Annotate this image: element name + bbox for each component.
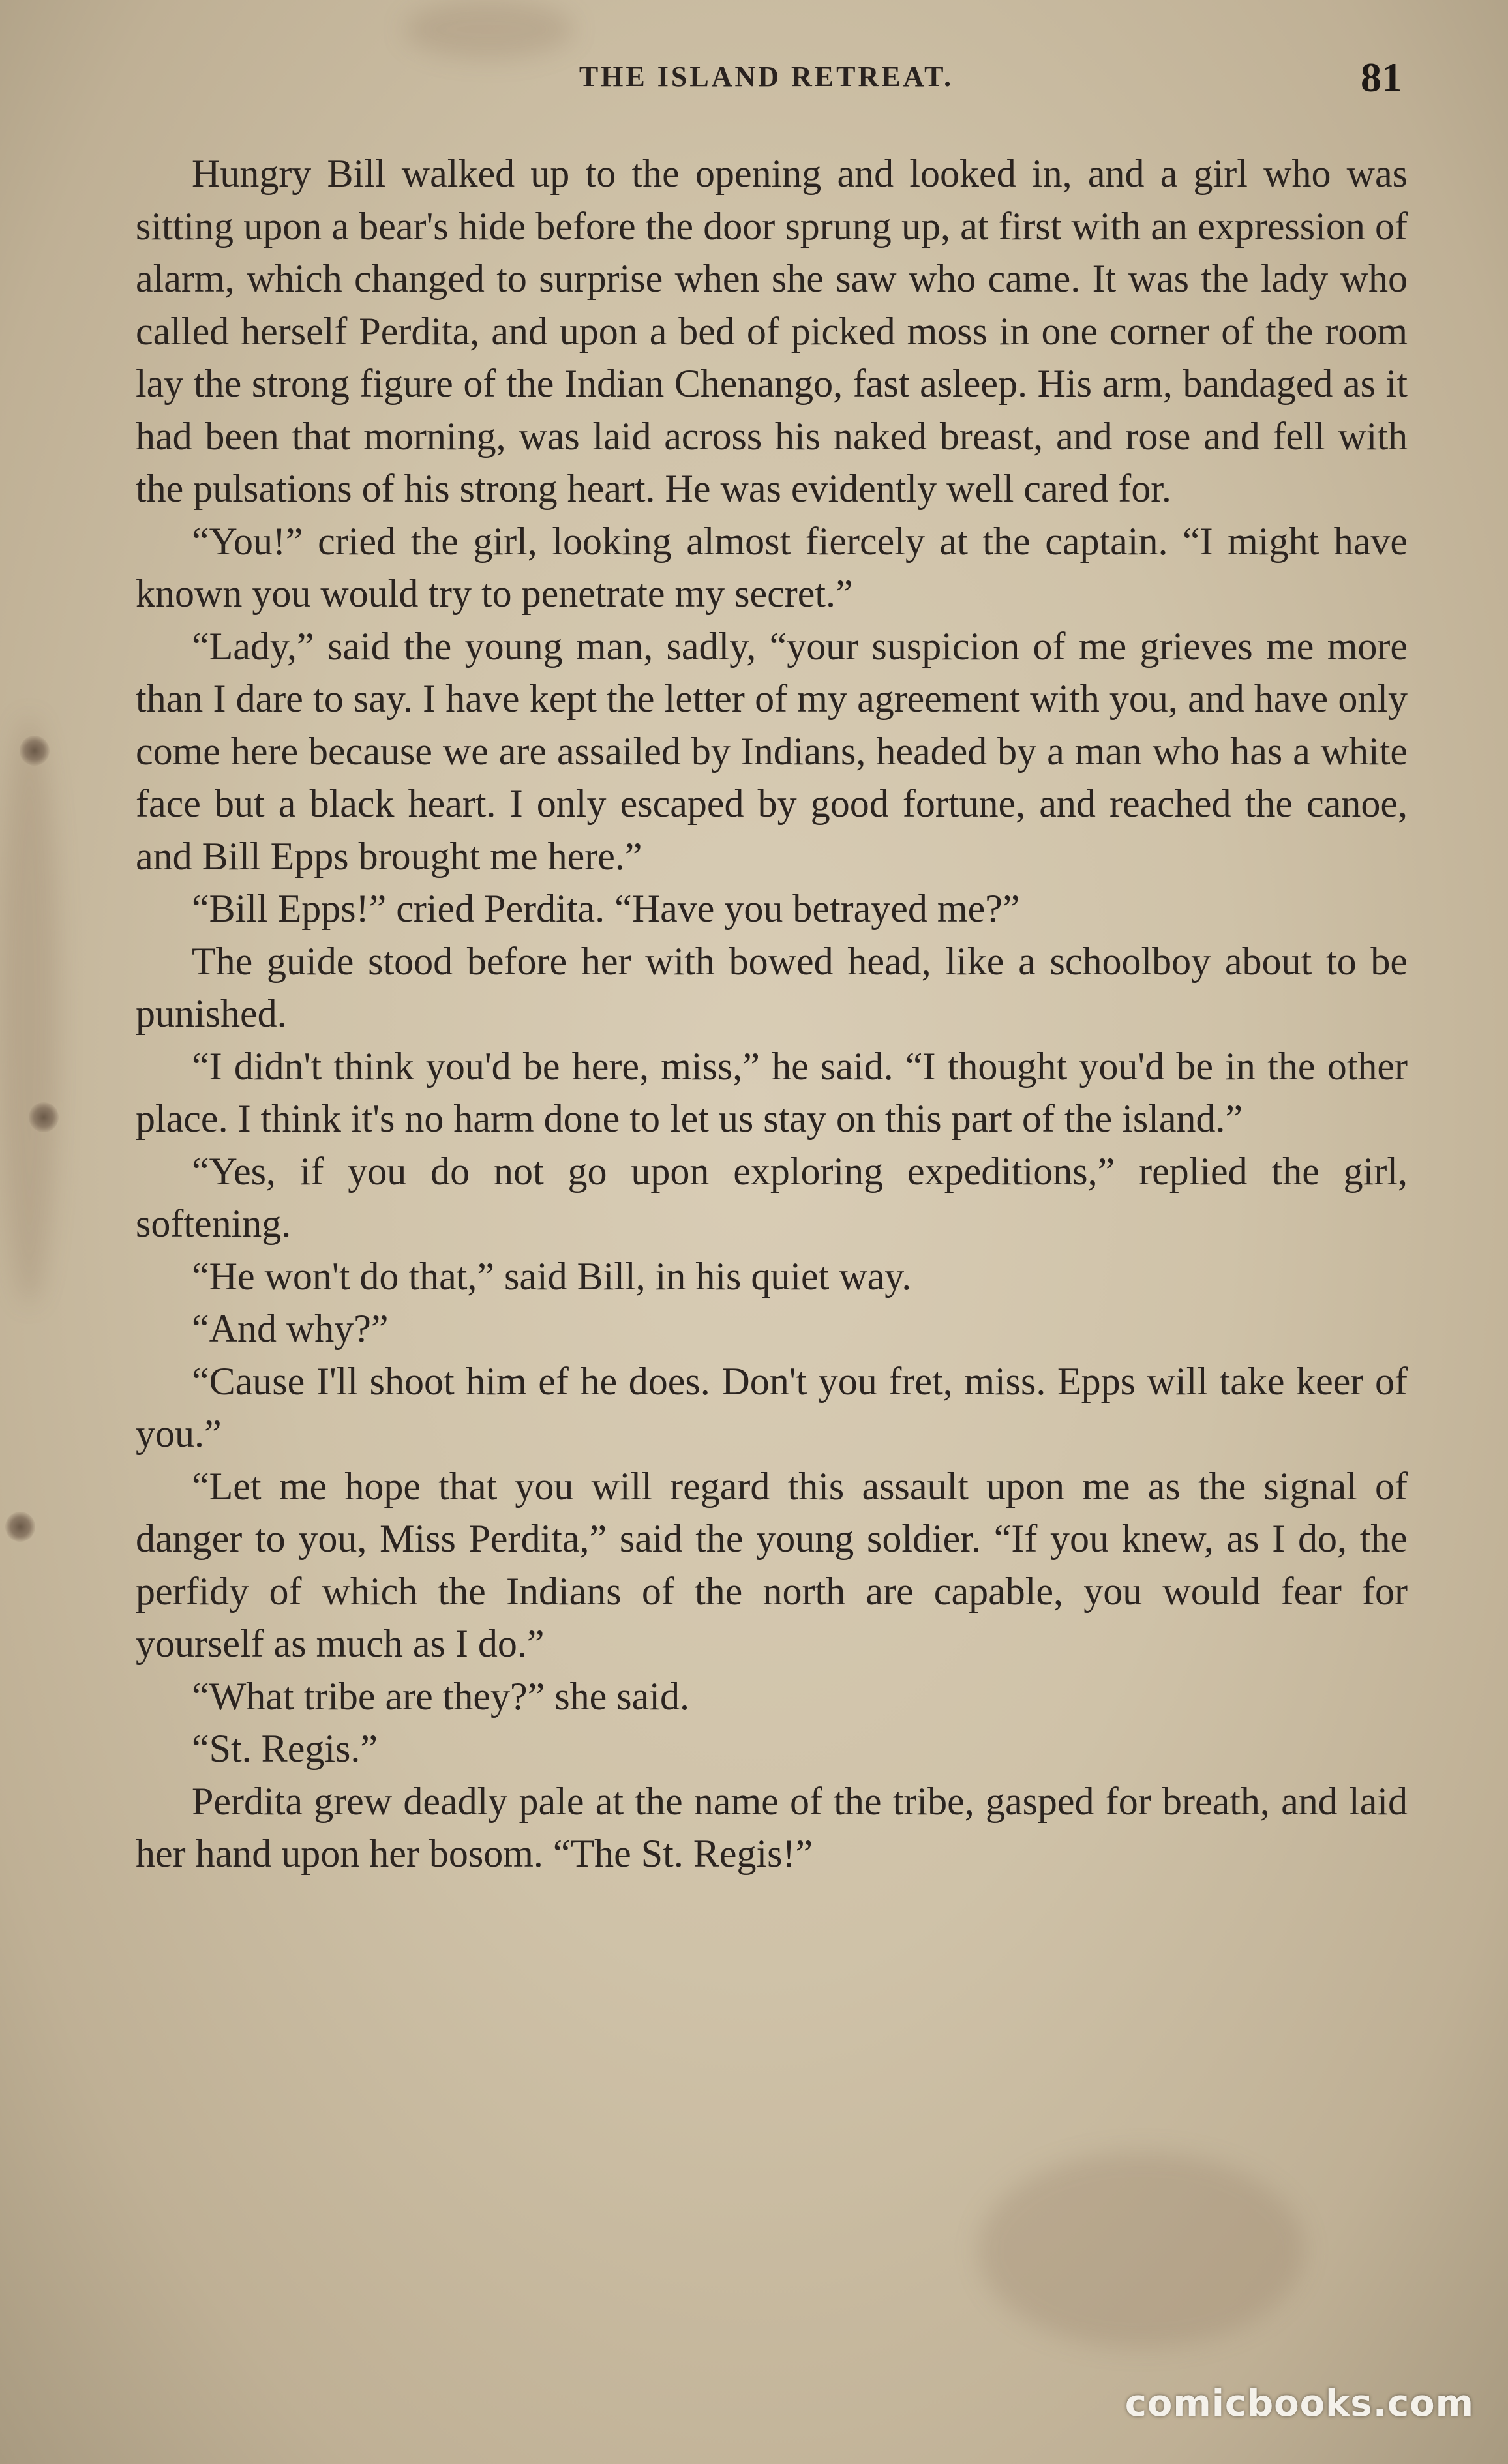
paragraph: “St. Regis.” — [192, 1727, 378, 1770]
paragraph: The guide stood before her with bowed head, like a schoolboy about to be punished. — [136, 939, 1408, 1035]
body-text — [136, 147, 1408, 1880]
paragraph: “I didn't think you'd be here, miss,” he said. “I thought you'd be in the other place. I think it's no harm done to let us stay on this part of the island.” — [136, 1044, 1408, 1140]
watermark: comicbooks.com — [1124, 2382, 1474, 2425]
paragraph: “Lady,” said the young man, sadly, “your suspicion of me grieves me more than I dare to say. I have kept the letter of my agreement with you, and have only come here because we are assailed by Indians, headed by a man who has a white face but a black heart. I only escaped by good fortune, and reached the canoe, and Bill Epps brought me here.” — [136, 624, 1408, 878]
page-stain — [0, 717, 59, 1304]
paragraph: “You!” cried the girl, looking almost fiercely at the captain. “I might have known you would try to penetrate my secret.” — [136, 519, 1408, 615]
binding-hole — [5, 1512, 35, 1542]
paragraph: “Cause I'll shoot him ef he does. Don't you fret, miss. Epps will take keer of you.” — [136, 1359, 1408, 1455]
paragraph: Hungry Bill walked up to the opening and looked in, and a girl who was sitting upon a bear's hide before the door sprung up, at first with an expression of alarm, which changed to surprise when she saw who came. It was the lady who called herself Perdita, and upon a bed of picked moss in one corner of the room lay the strong figure of the Indian Chenango, fast asleep. His arm, bandaged as it had been that morning, was laid across his naked breast, and rose and fell with the pulsations of his strong heart. He was evidently well cared for. — [136, 152, 1408, 510]
running-title: THE ISLAND RETREAT. — [579, 61, 954, 93]
page-stain — [978, 2152, 1304, 2348]
paragraph: “Let me hope that you will regard this assault upon me as the signal of danger to you, Miss Perdita,” said the young soldier. “If you knew, as I do, the perfidy of which the Indians of the north are capable, you would fear for yourself as much as I do.” — [136, 1464, 1408, 1665]
paragraph: “Yes, if you do not go upon exploring expeditions,” replied the girl, softening. — [136, 1149, 1408, 1245]
page-stain — [404, 0, 574, 59]
paragraph: “And why?” — [192, 1307, 389, 1350]
paragraph: “Bill Epps!” cried Perdita. “Have you betrayed me?” — [192, 887, 1020, 930]
page-number: 81 — [1361, 54, 1402, 100]
binding-hole — [20, 736, 50, 766]
running-head — [130, 53, 1402, 99]
binding-hole — [29, 1102, 59, 1132]
paragraph: “What tribe are they?” she said. — [192, 1674, 689, 1718]
paragraph: Perdita grew deadly pale at the name of the tribe, gasped for breath, and laid her hand upon her bosom. “The St. Regis!” — [136, 1779, 1408, 1875]
paragraph: “He won't do that,” said Bill, in his quiet way. — [192, 1254, 912, 1298]
